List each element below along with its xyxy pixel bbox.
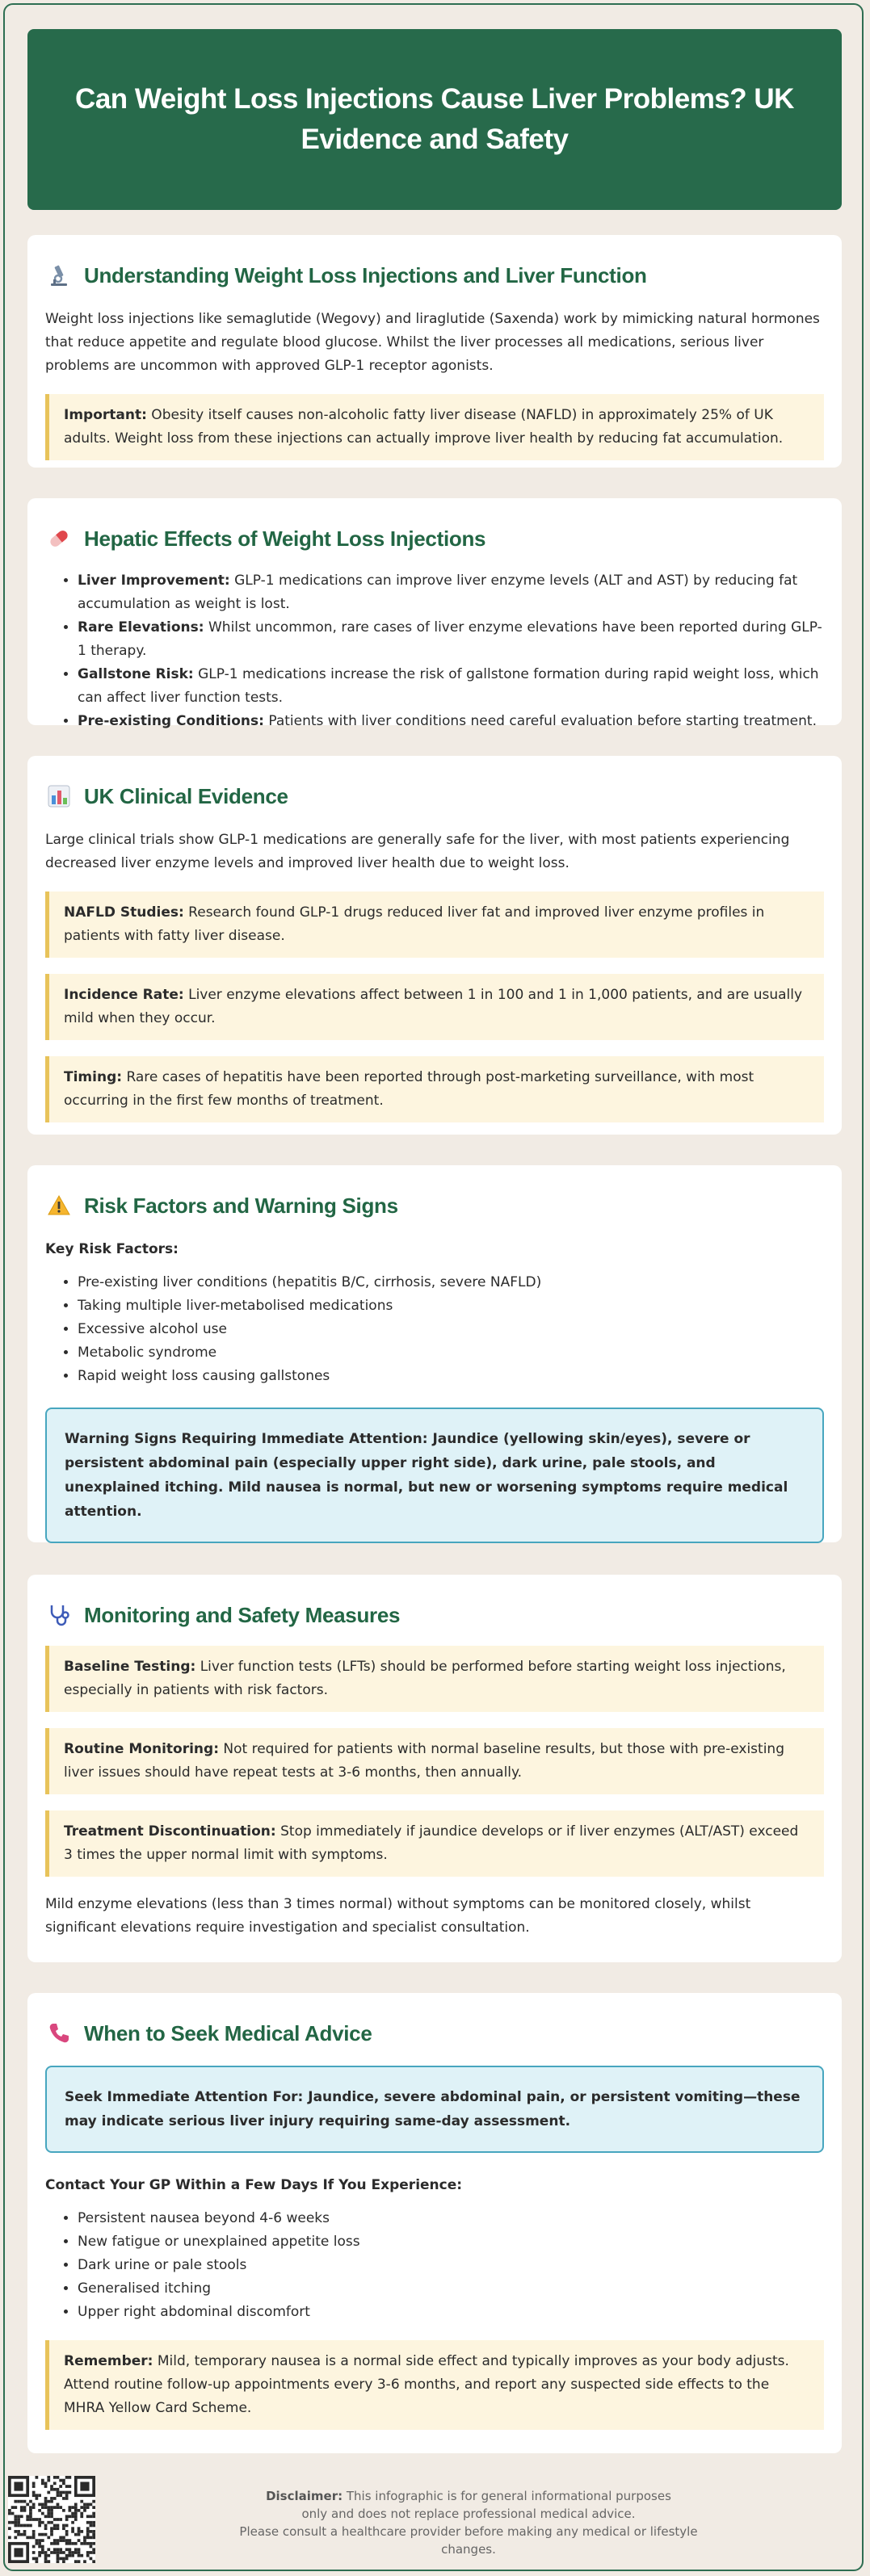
qr-code[interactable]	[8, 2476, 95, 2563]
section-heading	[45, 774, 824, 819]
list-item: • Dark urine or pale stools	[78, 2254, 824, 2277]
item-text: Patients with liver conditions need careful evaluation before starting treatment.	[263, 713, 817, 729]
section-heading	[45, 516, 824, 561]
note-text: Research found GLP-1 drugs reduced liver fat and improved liver enzyme profiles in patients with fatty liver disease.	[64, 904, 765, 944]
note-text: Stop immediately if jaundice develops or if liver enzymes (ALT/AST) exceed 3 times the upper normal limit with symptoms.	[64, 1823, 799, 1863]
note-label: Important:	[64, 407, 147, 423]
disclaimer-label: Disclaimer:	[266, 2489, 343, 2503]
note-label: Treatment Discontinuation:	[64, 1823, 276, 1840]
disclaimer-line: only and does not replace professional medical advice.	[301, 2507, 636, 2521]
item-text: Whilst uncommon, rare cases of liver enzyme elevations have been reported during GLP-1 therapy.	[78, 619, 822, 659]
bar-chart-icon	[45, 782, 73, 810]
item-label: Gallstone Risk:	[78, 666, 194, 682]
note-label: Baseline Testing:	[64, 1659, 196, 1675]
disclaimer-line: This infographic is for general informational purposes	[343, 2489, 671, 2503]
gp-list	[45, 2207, 824, 2324]
phone-icon	[45, 2020, 73, 2047]
section-heading-text: Monitoring and Safety Measures	[84, 1602, 401, 1627]
list-item: • Persistent nausea beyond 4-6 weeks	[78, 2207, 824, 2230]
note-text: Liver function tests (LFTs) should be performed before starting weight loss injections, especially in patients with risk factors.	[64, 1659, 786, 1698]
section-heading-text: Hepatic Effects of Weight Loss Injections	[84, 526, 486, 551]
baseline-note	[45, 1646, 824, 1712]
item-text: GLP-1 medications can improve liver enzyme levels (ALT and AST) by reducing fat accumulation as weight is lost.	[78, 573, 798, 612]
pill-icon	[45, 525, 73, 552]
list-item	[78, 710, 824, 733]
section-advice	[27, 1993, 842, 2453]
gp-subheading: Contact Your GP Within a Few Days If You Experience:	[45, 2177, 463, 2193]
section-heading-text: When to Seek Medical Advice	[84, 2020, 372, 2045]
list-item	[78, 569, 824, 616]
note-label: NAFLD Studies:	[64, 904, 184, 921]
discontinuation-note	[45, 1810, 824, 1877]
risk-list	[45, 1271, 824, 1388]
microscope-icon	[45, 262, 73, 289]
page-title: Can Weight Loss Injections Cause Liver Problems? UK Evidence and Safety	[75, 83, 794, 155]
incidence-note	[45, 974, 824, 1040]
routine-note	[45, 1728, 824, 1794]
nafld-note	[45, 892, 824, 958]
note-text: Liver enzyme elevations affect between 1 in 100 and 1 in 1,000 patients, and are usually mild when they occur.	[64, 987, 803, 1026]
warning-alert: Warning Signs Requiring Immediate Attention: Jaundice (yellowing skin/eyes), severe or persistent abdominal pain (especially upper right side), dark urine, pale stools, and unexplained itching. Mild nausea is normal, but new or worsening symptoms require medical attention.	[45, 1408, 824, 1543]
risk-subheading: Key Risk Factors:	[45, 1241, 179, 1257]
section-hepatic	[27, 498, 842, 729]
list-item: • Rapid weight loss causing gallstones	[78, 1365, 824, 1388]
note-text: Mild, temporary nausea is a normal side effect and typically improves as your body adjusts. Attend routine follow-up appointments every 3-6 months, and report any suspected side effects to the MHRA Yellow Card Scheme.	[64, 2353, 789, 2416]
note-label: Timing:	[64, 1069, 123, 1085]
section-intro: Large clinical trials show GLP-1 medications are generally safe for the liver, with most patients experiencing decreased liver enzyme levels and improved liver health due to weight loss.	[45, 832, 790, 871]
section-outro: Mild enzyme elevations (less than 3 times normal) without symptoms can be monitored closely, whilst significant elevations require investigation and specialist consultation.	[45, 1896, 751, 1936]
timing-note	[45, 1056, 824, 1122]
list-item: • Excessive alcohol use	[78, 1318, 824, 1341]
section-heading-text: UK Clinical Evidence	[84, 783, 288, 808]
section-risk	[27, 1165, 842, 1542]
list-item: • Taking multiple liver-metabolised medications	[78, 1294, 824, 1318]
note-label: Incidence Rate:	[64, 987, 184, 1003]
disclaimer-line: Please consult a healthcare provider before making any medical or lifestyle changes.	[239, 2524, 698, 2557]
list-item: • Upper right abdominal discomfort	[78, 2301, 824, 2324]
list-item	[78, 616, 824, 663]
immediate-alert: Seek Immediate Attention For: Jaundice, severe abdominal pain, or persistent vomiting—these may indicate serious liver injury requiring same-day assessment.	[45, 2066, 824, 2153]
list-item: • Pre-existing liver conditions (hepatitis B/C, cirrhosis, severe NAFLD)	[78, 1271, 824, 1294]
disclaimer	[226, 2487, 711, 2558]
footer	[0, 2476, 870, 2576]
note-text: Rare cases of hepatitis have been reported through post-marketing surveillance, with most occurring in the first few months of treatment.	[64, 1069, 754, 1109]
section-heading-text: Risk Factors and Warning Signs	[84, 1193, 398, 1218]
section-heading	[45, 1183, 824, 1228]
section-monitoring	[27, 1575, 842, 1962]
hepatic-list	[45, 569, 824, 733]
list-item	[78, 663, 824, 710]
item-text: GLP-1 medications increase the risk of gallstone formation during rapid weight loss, which can affect liver function tests.	[78, 666, 819, 706]
stethoscope-icon	[45, 1601, 73, 1629]
section-heading	[45, 2011, 824, 2056]
section-heading	[45, 253, 824, 298]
warning-icon	[45, 1192, 73, 1219]
note-label: Routine Monitoring:	[64, 1741, 219, 1757]
important-note	[45, 394, 824, 460]
remember-note	[45, 2340, 824, 2430]
title-banner	[27, 29, 842, 210]
section-intro: Weight loss injections like semaglutide (Wegovy) and liraglutide (Saxenda) work by mimicking natural hormones that reduce appetite and regulate blood glucose. Whilst the liver processes all medications, serious liver problems are uncommon with approved GLP-1 receptor agonists.	[45, 311, 820, 374]
section-heading-text: Understanding Weight Loss Injections and Liver Function	[84, 262, 647, 287]
section-evidence	[27, 756, 842, 1135]
section-understanding	[27, 235, 842, 468]
note-text: Not required for patients with normal baseline results, but those with pre-existing liver issues should have repeat tests at 3-6 months, then annually.	[64, 1741, 784, 1781]
section-heading	[45, 1592, 824, 1638]
list-item: • Metabolic syndrome	[78, 1341, 824, 1365]
item-label: Liver Improvement:	[78, 573, 230, 589]
item-label: Pre-existing Conditions:	[78, 713, 264, 729]
list-item: • Generalised itching	[78, 2277, 824, 2301]
note-label: Remember:	[64, 2353, 153, 2369]
note-text: Obesity itself causes non-alcoholic fatty liver disease (NAFLD) in approximately 25% of UK adults. Weight loss from these injections can actually improve liver health by reducing fat accumulation.	[64, 407, 784, 447]
list-item: • New fatigue or unexplained appetite loss	[78, 2230, 824, 2254]
item-label: Rare Elevations:	[78, 619, 204, 636]
